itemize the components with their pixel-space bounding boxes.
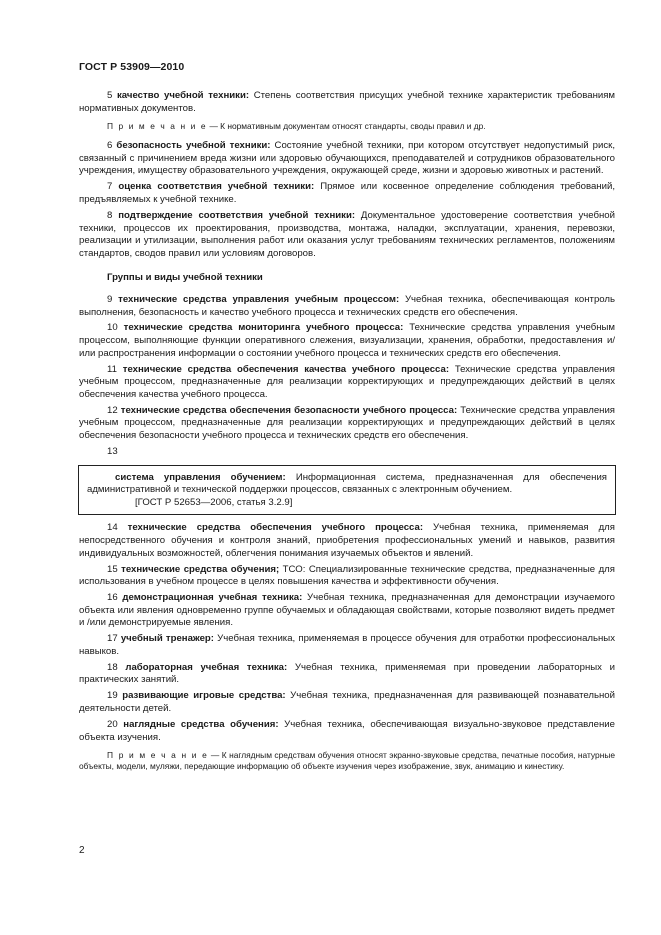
term-number: 19 bbox=[107, 690, 118, 702]
page-number: 2 bbox=[79, 845, 85, 856]
term-name: подтверждение соответствия учебной техники: bbox=[118, 209, 356, 221]
term-name: технические средства обеспечения безопасности учебного процесса: bbox=[120, 404, 458, 416]
term-definition: Документальное удостоверение соответствия учебной техники, процессов их проектирования, производства, монтажа, наладки, эксплуатации, хранения, перевозки, реализации и утилизации, выполнения работ или оказания услуг требованиям технических регламентов, положениям стандартов, сводов правил или условиям договоров. bbox=[79, 209, 615, 259]
term-name: лабораторная учебная техника: bbox=[125, 661, 288, 673]
term-definition: Учебная техника, применяемая при проведении лабораторных и практических занятий. bbox=[79, 661, 615, 686]
term-name: технические средства обучения; bbox=[121, 563, 280, 575]
term-definition: Технические средства управления учебным процессом, предназначенные для реализации корректирующих и предупреждающих действий в целях обеспечения качества учебного процесса. bbox=[79, 363, 616, 400]
term-20 bbox=[79, 719, 615, 744]
term-12 bbox=[79, 405, 615, 443]
term-abbreviation: ТСО: bbox=[282, 563, 306, 575]
term-number: 16 bbox=[107, 592, 118, 604]
term-9 bbox=[79, 294, 615, 319]
term-6 bbox=[79, 140, 615, 178]
term-name: развивающие игровые средства: bbox=[122, 690, 286, 702]
term-18 bbox=[79, 662, 615, 687]
term-definition: Учебная техника, предназначенная для развивающей познавательной деятельности детей. bbox=[79, 690, 616, 715]
term-definition: Информационная система, предназначенная для обеспечения административной и технической поддержки процессов, связанных с электронным обучением. bbox=[87, 471, 607, 496]
note-2 bbox=[79, 750, 615, 772]
term-number: 8 bbox=[107, 209, 113, 221]
term-number: 7 bbox=[107, 181, 113, 193]
term-10 bbox=[79, 322, 615, 360]
term-number: 20 bbox=[107, 719, 118, 731]
term-definition: Технические средства управления учебным процессом, предназначенные для реализации корректирующих и предупреждающих действий в целях обеспечения безопасности учебного процесса и технических средств его обеспечения. bbox=[79, 404, 616, 442]
section-heading: Группы и виды учебной техники bbox=[107, 272, 263, 284]
term-17 bbox=[79, 633, 615, 658]
document-header: ГОСТ Р 53909—2010 bbox=[79, 61, 185, 73]
term-13-reference: [ГОСТ Р 52653—2006, статья 3.2.9] bbox=[135, 496, 293, 508]
term-15 bbox=[79, 564, 615, 589]
term-definition: Состояние учебной техники, при котором отсутствует недопустимый риск, связанный с причинением вреда жизни или здоровью обучающихся, преподавателей и сотрудников образовательного учреждения, имуществу образовательного учреждения, окружающей среде, жизни и здоровью животных и растений. bbox=[79, 140, 615, 177]
term-definition: Учебная техника, обеспечивающая визуально-звуковое представление объекта изучения. bbox=[79, 719, 615, 743]
term-definition: Степень соответствия присущих учебной технике характеристик требованиям нормативных документов. bbox=[79, 90, 616, 114]
term-number: 18 bbox=[107, 661, 118, 673]
term-definition: Специализированные технические средства, предназначенные для использования в учебном процессе в целях повышения качества и эффективности обучения. bbox=[79, 563, 615, 588]
term-14 bbox=[79, 522, 615, 560]
term-name: качество учебной техники: bbox=[117, 90, 250, 101]
term-16 bbox=[79, 592, 615, 630]
term-11 bbox=[79, 364, 615, 402]
term-number: 11 bbox=[107, 363, 117, 375]
term-13 bbox=[87, 472, 607, 497]
term-name: наглядные средства обучения: bbox=[123, 719, 279, 731]
term-definition: Технические средства управления учебным процессом, выполняющие функции оперативного слежения, визуализации, хранения, обработки, предоставления и/или распространения информации о состоянии учебного процесса и технических средств его обеспечения. bbox=[79, 322, 616, 359]
term-definition: Учебная техника, предназначенная для демонстрации изучаемого объекта или явления одновременно группе обучаемых и обладающая свойствами, которые позволяют видеть предмет и /или демонстрируемые явления. bbox=[79, 592, 616, 629]
term-name: учебный тренажер: bbox=[120, 633, 214, 645]
term-definition: Учебная техника, применяемая для непосредственного обучения и контроля знаний, приобретения профессиональных умений и навыков, развития индивидуальных возможностей, облегчения понимания изучаемых объектов и явлений. bbox=[79, 522, 615, 559]
term-13-number: 13 bbox=[107, 446, 118, 457]
term-definition: Прямое или косвенное определение соблюдения требований, предъявляемых к учебной технике. bbox=[79, 181, 615, 205]
term-name: оценка соответствия учебной техники: bbox=[118, 181, 315, 193]
term-definition: Учебная техника, применяемая в процессе обучения для отработки профессиональных навыков. bbox=[79, 633, 615, 657]
term-19 bbox=[79, 690, 615, 715]
note-1 bbox=[79, 121, 615, 132]
note-text: — К нормативным документам относят стандарты, своды правил и др. bbox=[209, 121, 486, 132]
document-body bbox=[79, 90, 615, 780]
term-number: 5 bbox=[107, 90, 113, 101]
term-number: 9 bbox=[107, 293, 113, 305]
term-definition: Учебная техника, обеспечивающая контроль выполнения, безопасность и качество учебного процесса и технических средств его обеспечения. bbox=[79, 293, 615, 318]
note-label: П р и м е ч а н и е bbox=[107, 121, 208, 132]
term-name: технические средства обеспечения качества учебного процесса: bbox=[122, 363, 450, 375]
term-number: 15 bbox=[107, 563, 118, 575]
term-7 bbox=[79, 181, 615, 206]
term-number: 12 bbox=[107, 404, 118, 416]
term-name: технические средства обеспечения учебного процесса: bbox=[127, 522, 424, 534]
term-name: технические средства управления учебным процессом: bbox=[118, 293, 400, 305]
term-5 bbox=[79, 90, 615, 115]
term-number: 10 bbox=[107, 322, 118, 334]
term-number: 14 bbox=[107, 522, 118, 534]
term-name: система управления обучением: bbox=[115, 471, 286, 483]
note-text: — К наглядным средствам обучения относят экранно-звуковые средства, печатные пособия, натурные объекты, модели, муляжи, передающие информацию об объекте изучения через изображение, звук, анимацию и кинестику. bbox=[79, 750, 615, 772]
term-name: технические средства мониторинга учебного процесса: bbox=[123, 322, 404, 334]
term-name: демонстрационная учебная техника: bbox=[122, 592, 303, 604]
term-number: 17 bbox=[107, 633, 118, 645]
term-8 bbox=[79, 210, 615, 260]
term-name: безопасность учебной техники: bbox=[116, 140, 271, 152]
term-13-box bbox=[78, 465, 616, 516]
note-label: П р и м е ч а н и е bbox=[107, 750, 209, 761]
term-number: 6 bbox=[107, 140, 113, 152]
